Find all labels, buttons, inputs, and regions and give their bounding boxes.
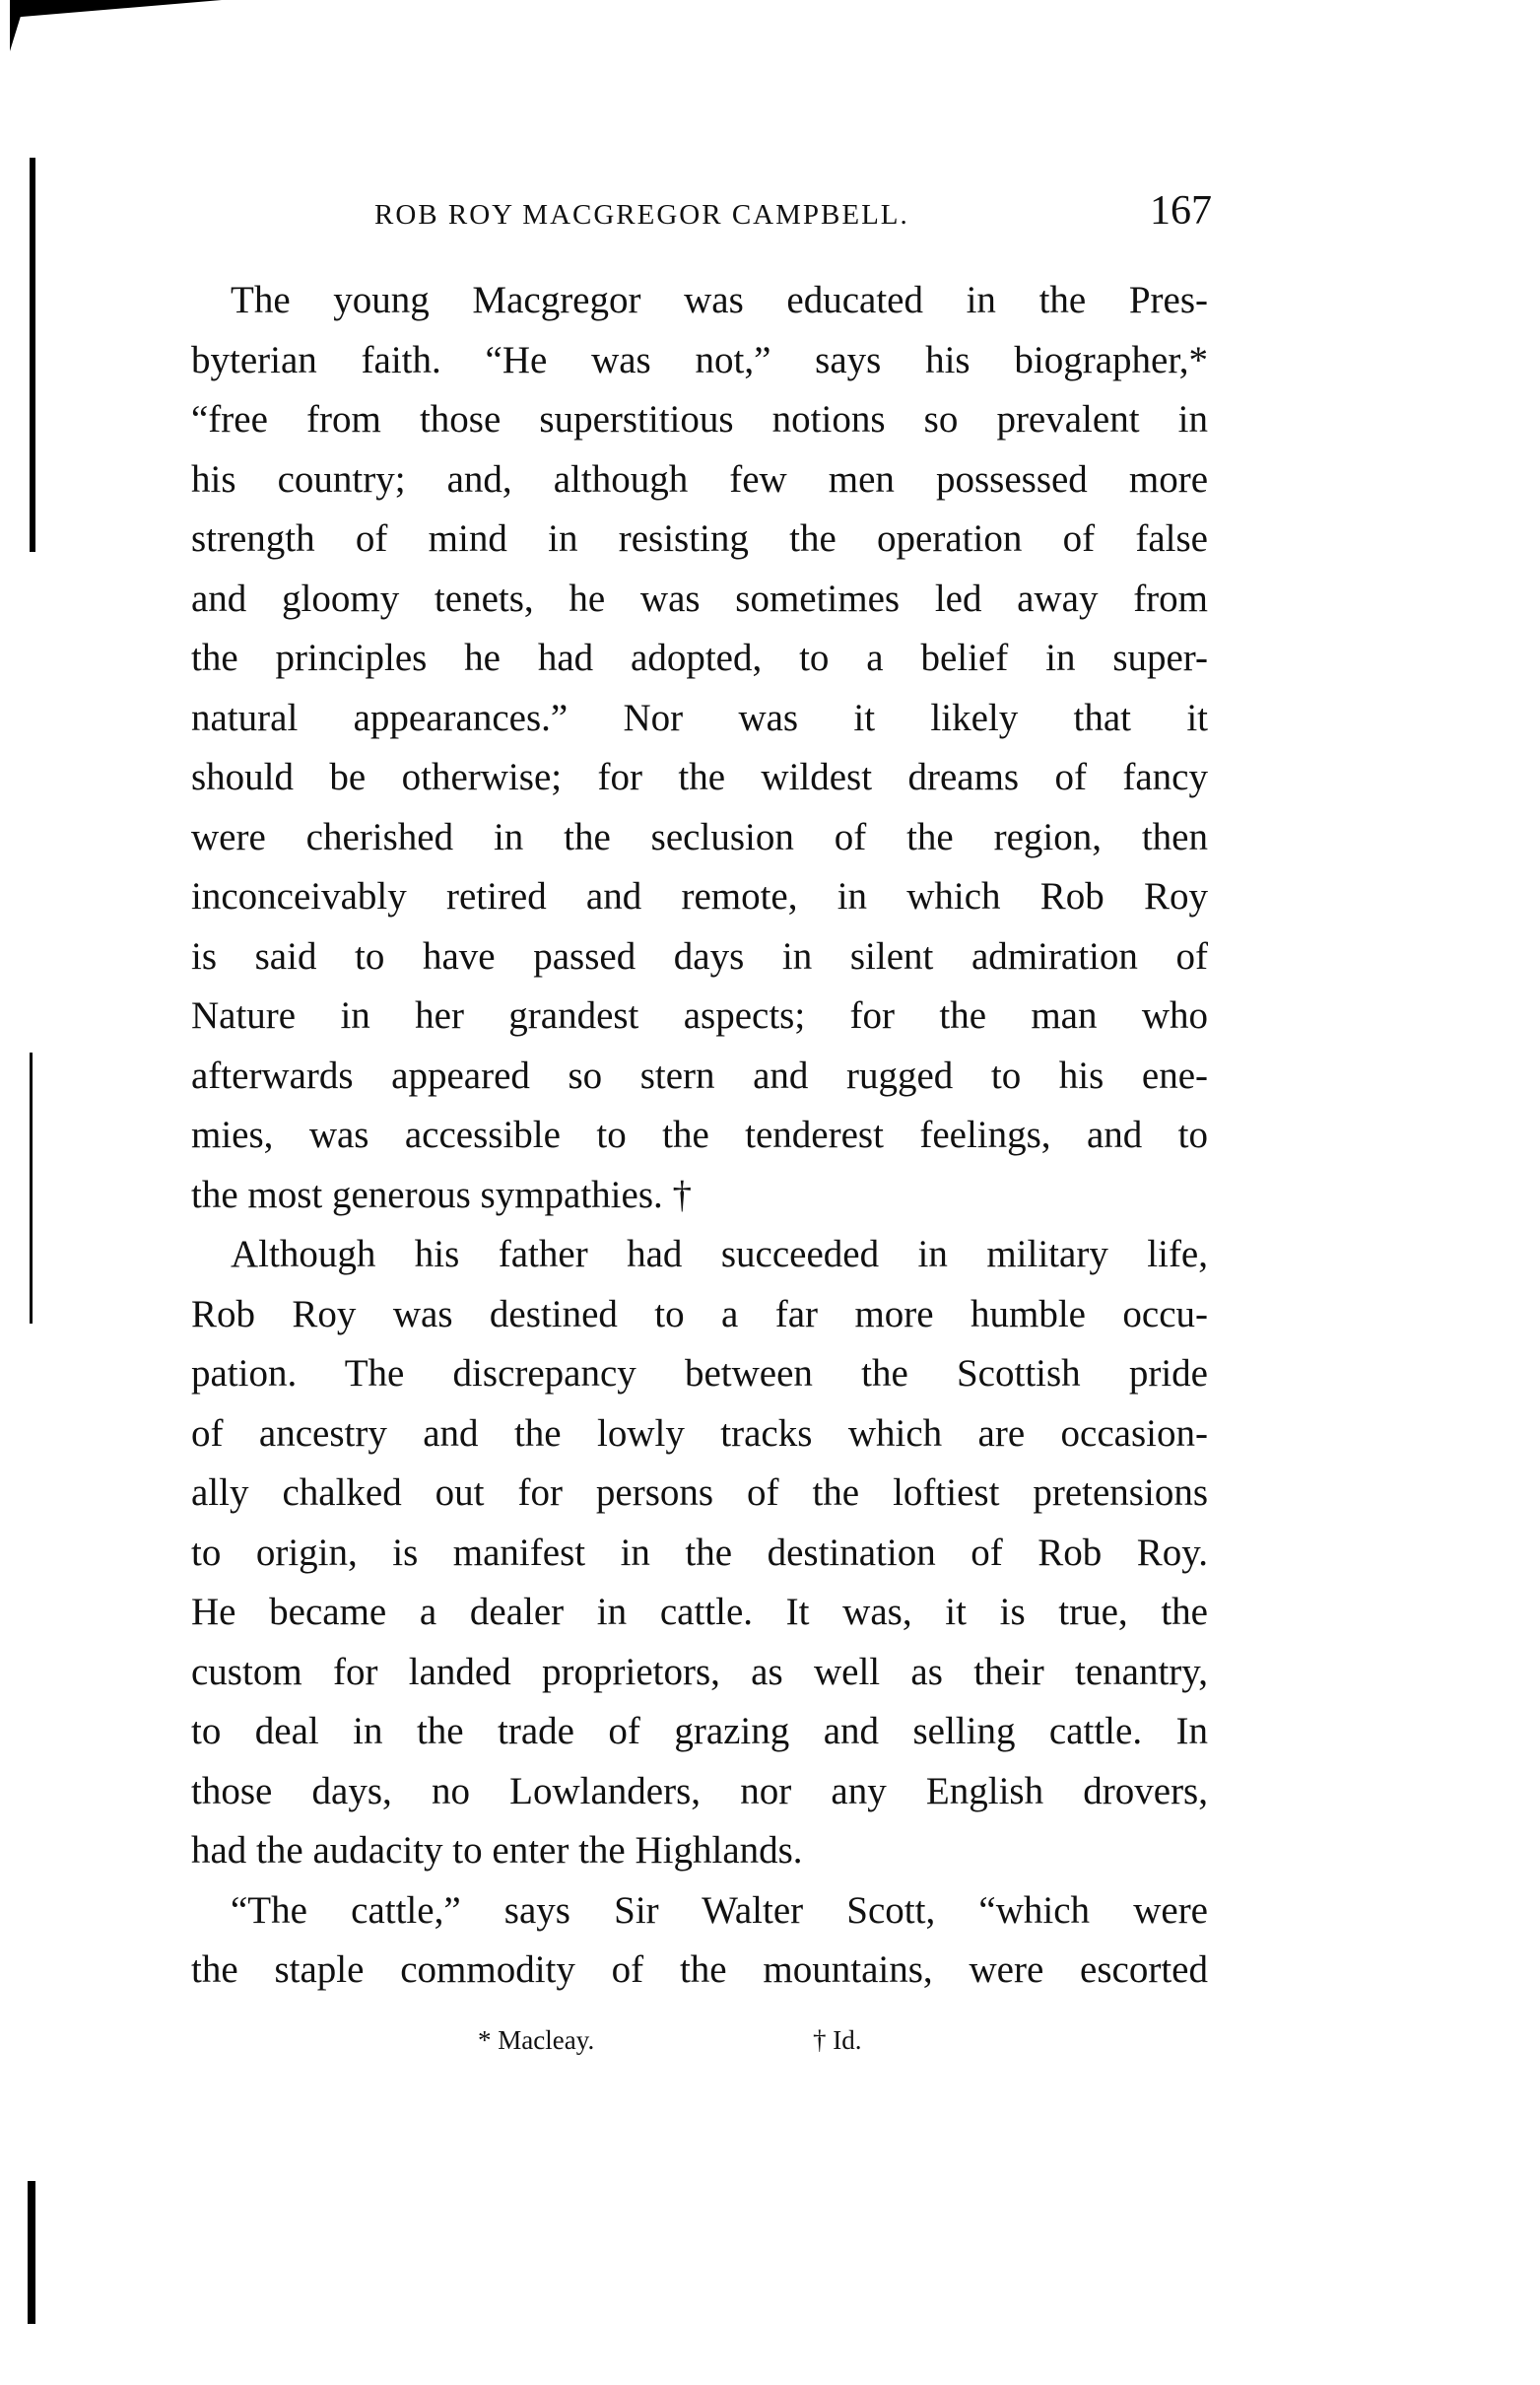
text-line: The young Macgregor was educated in the Pres-: [231, 279, 1208, 321]
text-line: of ancestry and the lowly tracks which are occasion-: [191, 1411, 1208, 1455]
text-line: “free from those superstitious notions so prevalent in: [191, 398, 1208, 441]
text-line: the principles he had adopted, to a belief in super-: [191, 637, 1208, 679]
text-line: had the audacity to enter the Highlands.: [191, 1829, 803, 1872]
page-number: 167: [1150, 188, 1212, 234]
text-line: natural appearances.” Nor was it likely that it: [191, 696, 1208, 739]
text-line: pation. The discrepancy between the Scottish pride: [191, 1352, 1208, 1395]
scan-edge-mark: [30, 158, 35, 552]
running-title: ROB ROY MACGREGOR CAMPBELL.: [374, 199, 909, 231]
text-line: byterian faith. “He was not,” says his biographer,*: [191, 338, 1208, 381]
body-text: [191, 271, 1208, 2001]
text-line: were cherished in the seclusion of the region, then: [191, 815, 1208, 858]
text-line: Although his father had succeeded in military life,: [231, 1233, 1208, 1275]
text-line: the most generous sympathies. †: [191, 1173, 693, 1216]
text-line: He became a dealer in cattle. It was, it is true, the: [191, 1591, 1208, 1633]
text-line: strength of mind in resisting the operation of false: [191, 517, 1208, 560]
text-line: his country; and, although few men possessed more: [191, 457, 1208, 501]
scan-corner-mark: [10, 0, 26, 51]
text-line: is said to have passed days in silent admiration of: [191, 934, 1208, 978]
footnote: † Id.: [813, 2025, 862, 2055]
text-line: those days, no Lowlanders, nor any English drovers,: [191, 1769, 1208, 1812]
text-line: Rob Roy was destined to a far more humble occu-: [191, 1292, 1208, 1335]
text-line: the staple commodity of the mountains, were escorted: [191, 1948, 1208, 1991]
text-line: mies, was accessible to the tenderest feelings, and to: [191, 1114, 1208, 1156]
text-line: to deal in the trade of grazing and selling cattle. In: [191, 1710, 1208, 1752]
text-line: inconceivably retired and remote, in which Rob Roy: [191, 875, 1208, 918]
text-line: “The cattle,” says Sir Walter Scott, “which were: [231, 1888, 1208, 1932]
text-line: should be otherwise; for the wildest dreams of fancy: [191, 756, 1208, 798]
text-line: ally chalked out for persons of the loftiest pretensions: [191, 1471, 1208, 1514]
scan-edge-mark: [28, 2181, 35, 2324]
text-line: and gloomy tenets, he was sometimes led away from: [191, 577, 1208, 620]
scan-edge-mark: [30, 1053, 33, 1324]
scan-corner-mark: [10, 0, 222, 18]
footnote: * Macleay.: [478, 2025, 595, 2055]
text-line: custom for landed proprietors, as well as their tenantry,: [191, 1650, 1208, 1693]
text-line: Nature in her grandest aspects; for the man who: [191, 994, 1208, 1037]
text-line: afterwards appeared so stern and rugged to his ene-: [191, 1054, 1208, 1097]
text-line: to origin, is manifest in the destination of Rob Roy.: [191, 1531, 1208, 1574]
page-header: [374, 187, 1212, 237]
